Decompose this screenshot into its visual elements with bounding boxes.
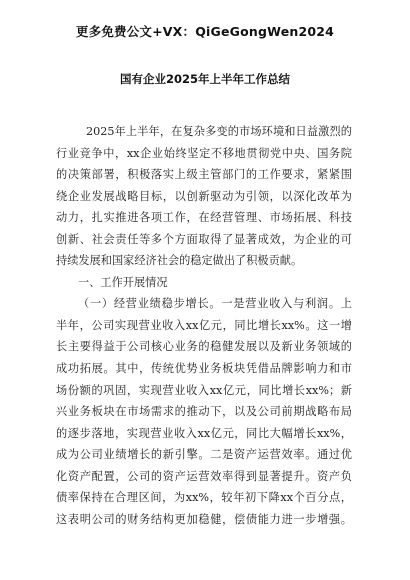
body-line: 绕企业发展战略目标，以创新驱动为引领，以深化改革为 xyxy=(56,189,352,203)
subsection-line: （一）经营业绩稳步增长。一是营业收入与利润。上 xyxy=(78,297,352,311)
body-line: 持续发展和国家经济社会的稳定做出了积极贡献。 xyxy=(56,254,303,268)
body-line: 半年，公司实现营业收入xx亿元，同比增长xx%。这一增 xyxy=(56,318,352,332)
body-line: 的决策部署，积极落实上级主管部门的工作要求，紧紧围 xyxy=(56,168,352,182)
body-line: 成功拓展。其中，传统优势业务板块凭借品牌影响力和市 xyxy=(56,362,352,376)
body-line: 这表明公司的财务结构更加稳健，偿债能力进一步增强。 xyxy=(56,512,352,526)
body-line: 动力，扎实推进各项工作，在经营管理、市场拓展、科技 xyxy=(56,211,352,225)
body-line: 成为公司业绩增长的新引擎。二是资产运营效率。通过优 xyxy=(56,448,352,462)
section-heading: 一、工作开展情况 xyxy=(78,275,168,289)
body-line: 创新、社会责任等多个方面取得了显著成效，为企业的可 xyxy=(56,232,352,246)
body-line: 化资产配置，公司的资产运营效率得到显著提升。资产负 xyxy=(56,469,352,483)
body-line: 债率保持在合理区间，为xx%，较年初下降xx个百分点， xyxy=(56,491,352,505)
body-line: 长主要得益于公司核心业务的稳健发展以及新业务领域的 xyxy=(56,340,352,354)
body-line: 场份额的巩固，实现营业收入xx亿元，同比增长xx%；新 xyxy=(56,383,352,397)
body-line: 兴业务板块在市场需求的推动下，以及公司前期战略布局 xyxy=(56,405,352,419)
watermark-header: 更多免费公文+VX：QiGeGongWen2024 xyxy=(75,24,335,39)
document-body xyxy=(56,121,352,530)
document-title: 国有企业2025年上半年工作总结 xyxy=(119,72,290,86)
body-line: 2025年上半年，在复杂多变的市场环境和日益激烈的 xyxy=(86,125,352,138)
body-line: 的逐步落地，实现营业收入xx亿元，同比大幅增长xx%， xyxy=(56,426,352,440)
body-line: 行业竞争中，xx企业始终坚定不移地贯彻党中央、国务院 xyxy=(56,146,352,160)
